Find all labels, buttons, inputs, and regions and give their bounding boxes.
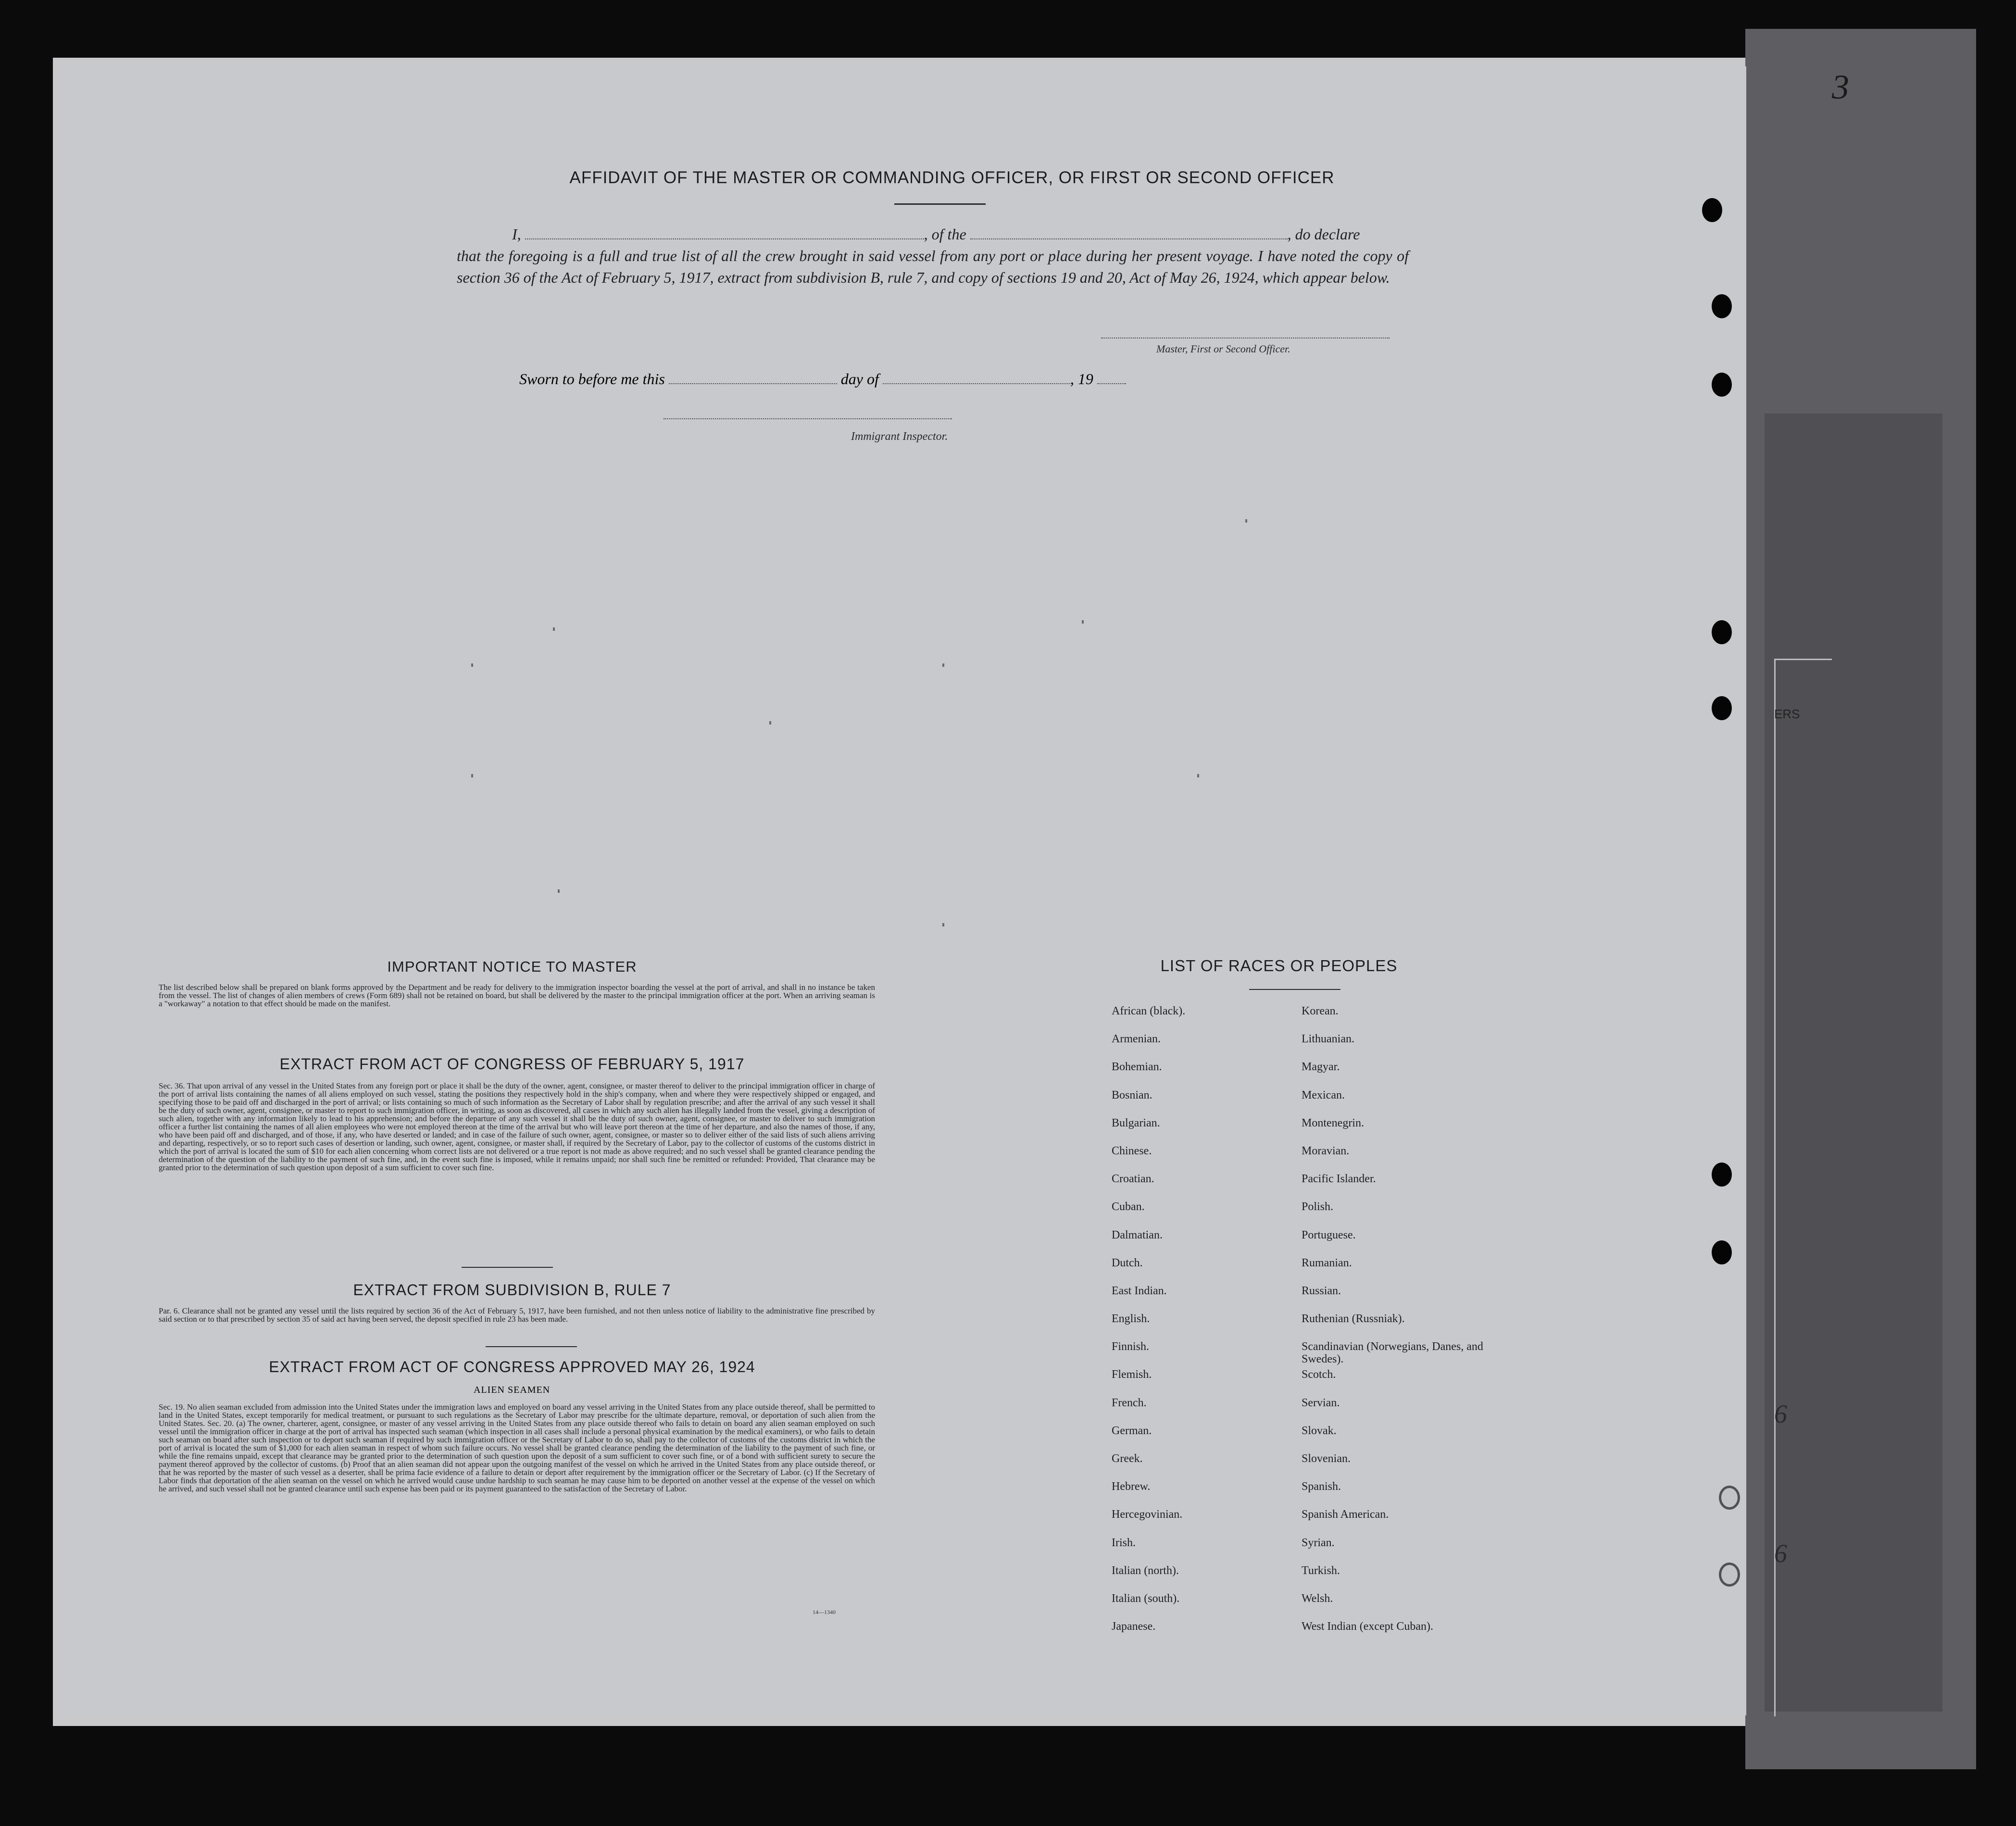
sworn-line [519,370,1126,388]
race-item: Magyar. [1302,1061,1340,1074]
race-item: French. [1112,1396,1147,1409]
affidavit-title: AFFIDAVIT OF THE MASTER OR COMMANDING OFFICER, OR FIRST OR SECOND OFFICER [569,168,1335,187]
race-item: Irish. [1112,1536,1136,1549]
extract-1924-text: Sec. 19. No alien seaman excluded from admission into the United States under the immigration laws and employed on board any vessel arriving in the United States from any place outside thereof, shall be permitted to land in the United States, except temporarily for medical treatment, or pursuant to such regulations as the Secretary of Labor may prescribe for the ultimate departure, removal, or deportation of such alien from the United States. Sec. 20. (a) The owner, charterer, agent, consignee, or master of any vessel arriving in the United States from any place outside thereof who fails to detain on board any alien seaman employed on such vessel until the immigration officer in charge at the port of arrival has inspected such seaman (which inspection in all cases shall include a personal physical examination by the medical examiners), or who fails to detain such seaman on board after such inspection or to deport such seaman if required by such immigration officer or the Secretary of Labor to do so, shall pay to the collector of customs of the customs district in which the port of arrival is located the sum of $1,000 for each alien seaman in respect of whom such failure occurs. No vessel shall be granted clearance pending the determination of the liability to the payment of such fine, or while the fine remains unpaid, except that clearance may be granted prior to the determination of such question upon the deposit of a sum sufficient to cover such fine, or of a bond with sufficient surety to secure the payment thereof approved by the collector of customs. (b) Proof that an alien seaman did not appear upon the outgoing manifest of the vessel on which he arrived in the United States from any place outside thereof, or that he was reported by the master of such vessel as a deserter, shall be prima facie evidence of a failure to detain or deport after requirement by the immigration officer or the Secretary of Labor. (c) If the Secretary of Labor finds that deportation of the alien seaman on the vessel on which he arrived would cause undue hardship to such seaman he may cause him to be deported on another vessel at the expense of the vessel on which he arrived, and such vessel shall not be granted clearance until such expense has been paid or its payment guaranteed to the satisfaction of the Secretary of Labor. [159,1402,875,1493]
punch-hole [1712,1163,1732,1187]
race-item: Spanish American. [1302,1508,1389,1521]
race-item: Italian (south). [1112,1592,1180,1605]
extract-1917-title: EXTRACT FROM ACT OF CONGRESS OF FEBRUARY 5, 1917 [279,1055,745,1073]
race-item: Mexican. [1302,1088,1345,1101]
punch-hole [1712,620,1732,644]
day-of-text: day of [840,370,879,388]
title-rule [894,203,986,205]
punch-hole [1702,198,1722,222]
race-item: English. [1112,1313,1150,1326]
side-fragment-6b: 6 [1774,1539,1787,1568]
race-item: Russian. [1302,1284,1341,1297]
extract-1924-title: EXTRACT FROM ACT OF CONGRESS APPROVED MAY 26, 1924 [269,1358,755,1376]
affidavit-declaration [457,224,1409,288]
race-item: Lithuanian. [1302,1033,1354,1046]
race-item: Welsh. [1302,1592,1333,1605]
race-item: Slovenian. [1302,1452,1351,1465]
race-item: Korean. [1302,1005,1339,1017]
notice-text: The list described below shall be prepared on blank forms approved by the Department and be ready for delivery to the immigration inspector boarding the vessel at the port of arrival, and shall in no instance be taken from the vessel. The list of changes of alien members of crews (Form 689) shall not be retained on board, but shall be delivered by the master to the principal immigration officer at the port. When an arriving seaman is a "workaway" a notation to that effect should be made on the manifest. [159,983,875,1008]
race-item: West Indian (except Cuban). [1302,1620,1433,1633]
race-item: Moravian. [1302,1144,1350,1157]
extract-rule7-text: Par. 6. Clearance shall not be granted any vessel until the lists required by section 36 of the Act of February 5, 1917, have been furnished, and not then unless notice of liability to the administrative fine prescribed by said section or to that prescribed by section 35 of said act having been served, the deposit specified in rule 23 has been made. [159,1306,875,1324]
bleed-mark [1082,620,1084,624]
race-item: Hebrew. [1112,1480,1151,1493]
bleed-mark [1197,774,1199,777]
inspector-label: Immigrant Inspector. [851,430,948,443]
race-item: Hercegovinian. [1112,1508,1183,1521]
race-item: Dalmatian. [1112,1228,1163,1241]
race-item: Slovak. [1302,1424,1337,1437]
bleed-mark [471,663,473,667]
word-i: I, [512,225,521,243]
punch-hole [1712,294,1732,318]
bleed-mark [553,627,555,631]
word-of-the: , of the [924,225,966,243]
punch-hole [1712,1240,1732,1264]
name-blank[interactable] [525,238,924,239]
inspector-signature-line[interactable] [664,418,952,419]
race-item: Finnish. [1112,1340,1150,1353]
race-item: Syrian. [1302,1536,1335,1549]
word-do-declare: , do declare [1287,225,1360,243]
races-right-column [1302,1005,1494,1648]
sworn-before-text: Sworn to before me this [519,370,665,388]
race-item: Bosnian. [1112,1088,1152,1101]
races-title: LIST OF RACES OR PEOPLES [1160,957,1398,975]
race-item: Japanese. [1112,1620,1156,1633]
extract-rule7-title: EXTRACT FROM SUBDIVISION B, RULE 7 [353,1281,671,1299]
folder-edge-inner [1765,413,1942,1712]
affidavit-text: that the foregoing is a full and true list of all the crew brought in said vessel from any port or place during her present voyage. I have noted the copy of section 36 of the Act of February 5, 1917, extract from subdivision B, rule 7, and copy of sections 19 and 20, Act of May 26, 1924, which appear below. [457,247,1409,286]
bleed-mark [558,889,560,893]
races-rule [1249,989,1340,990]
race-item: Bulgarian. [1112,1116,1160,1129]
race-item: Turkish. [1302,1564,1340,1577]
notice-title: IMPORTANT NOTICE TO MASTER [387,958,637,975]
race-item: German. [1112,1424,1152,1437]
bleed-mark [942,923,944,926]
race-item: Polish. [1302,1201,1334,1213]
extract-1917-text: Sec. 36. That upon arrival of any vessel in the United States from any foreign port or place it shall be the duty of the owner, agent, consignee, or master thereof to deliver to the principal immigration officer in charge of the port of arrival lists containing the names of all aliens employed on such vessel, stating the positions they respectively hold in the ship's company, when and where they were respectively shipped or engaged, and specifying those to be paid off and discharged in the port of arrival; or lists containing so much of such information as the Secretary of Labor shall by regulation prescribe; and after the arrival of any such vessel it shall be the duty of such owner, agent, consignee, or master to report to such immigration officer, in writing, as soon as discovered, all cases in which any such alien has illegally landed from the vessel, giving a description of such alien, together with any information likely to lead to his apprehension; and before the departure of any such vessel it shall be the duty of such owner, agent, consignee, or master to deliver to such immigration officer a further list containing the names of all alien employees who were not employed thereon at the time of the arrival but who will leave port thereon at the time of her departure, and also the names of those, if any, who have been paid off and discharged, and of those, if any, who have deserted or landed; and in case of the failure of such owner, agent, consignee, or master so to deliver either of the said lists of such aliens arriving and departing, respectively, or so to report such cases of desertion or landing, such owner, agent, consignee, or master shall, if required by the Secretary of Labor, pay to the collector of customs of the customs district in which the port of arrival is located the sum of $10 for each alien concerning whom correct lists are not delivered or a true report is not made as above required; and no such vessel shall be granted clearance pending the determination of the question of the liability to the payment of such fine, and, in the event such fine is imposed, while it remains unpaid; nor shall such fine be remitted or refunded: Provided, That clearance may be granted prior to the determination of such question upon deposit of a sum sufficient to cover such fine. [159,1081,875,1172]
punch-hole [1712,373,1732,397]
reinforced-hole [1719,1563,1740,1587]
year-prefix: , 19 [1070,370,1093,388]
month-blank[interactable] [883,383,1070,384]
form-code: 14—1340 [813,1609,836,1615]
race-item: Pacific Islander. [1302,1173,1376,1186]
year-blank[interactable] [1097,383,1126,384]
race-item: Italian (north). [1112,1564,1179,1577]
day-blank[interactable] [669,383,837,384]
race-item: Scotch. [1302,1368,1336,1381]
side-fragment-6a: 6 [1774,1400,1787,1428]
race-item: Montenegrin. [1302,1116,1364,1129]
form-frame-line [1774,659,1832,660]
race-item: Chinese. [1112,1144,1152,1157]
side-fragment-ers: ERS [1774,707,1800,721]
race-item: Spanish. [1302,1480,1341,1493]
race-item: African (black). [1112,1005,1186,1017]
bleed-mark [942,663,944,667]
reinforced-hole [1719,1486,1740,1510]
race-item: Dutch. [1112,1256,1143,1269]
race-item: Flemish. [1112,1368,1152,1381]
extract-1924-subtitle: ALIEN SEAMEN [474,1385,551,1395]
race-item: Portuguese. [1302,1228,1356,1241]
race-item: Scandinavian (Norwegians, Danes, and Swedes). [1302,1340,1483,1366]
race-item: Ruthenian (Russniak). [1302,1313,1405,1326]
race-item: Bohemian. [1112,1061,1162,1074]
race-item: Greek. [1112,1452,1143,1465]
section-rule [462,1267,553,1268]
bleed-mark [769,721,771,725]
race-item: Croatian. [1112,1173,1154,1186]
section-rule [486,1346,577,1347]
vessel-blank[interactable] [970,238,1288,239]
race-item: Cuban. [1112,1201,1145,1213]
officer-signature-label: Master, First or Second Officer. [1156,343,1290,355]
race-item: Servian. [1302,1396,1340,1409]
race-item: East Indian. [1112,1284,1167,1297]
races-left-column [1112,1005,1270,1648]
bleed-mark [1245,519,1247,523]
bleed-mark [471,774,473,777]
punch-hole [1712,696,1732,720]
race-item: Rumanian. [1302,1256,1352,1269]
page-number: 3 [1832,68,1849,106]
race-item: Armenian. [1112,1033,1161,1046]
